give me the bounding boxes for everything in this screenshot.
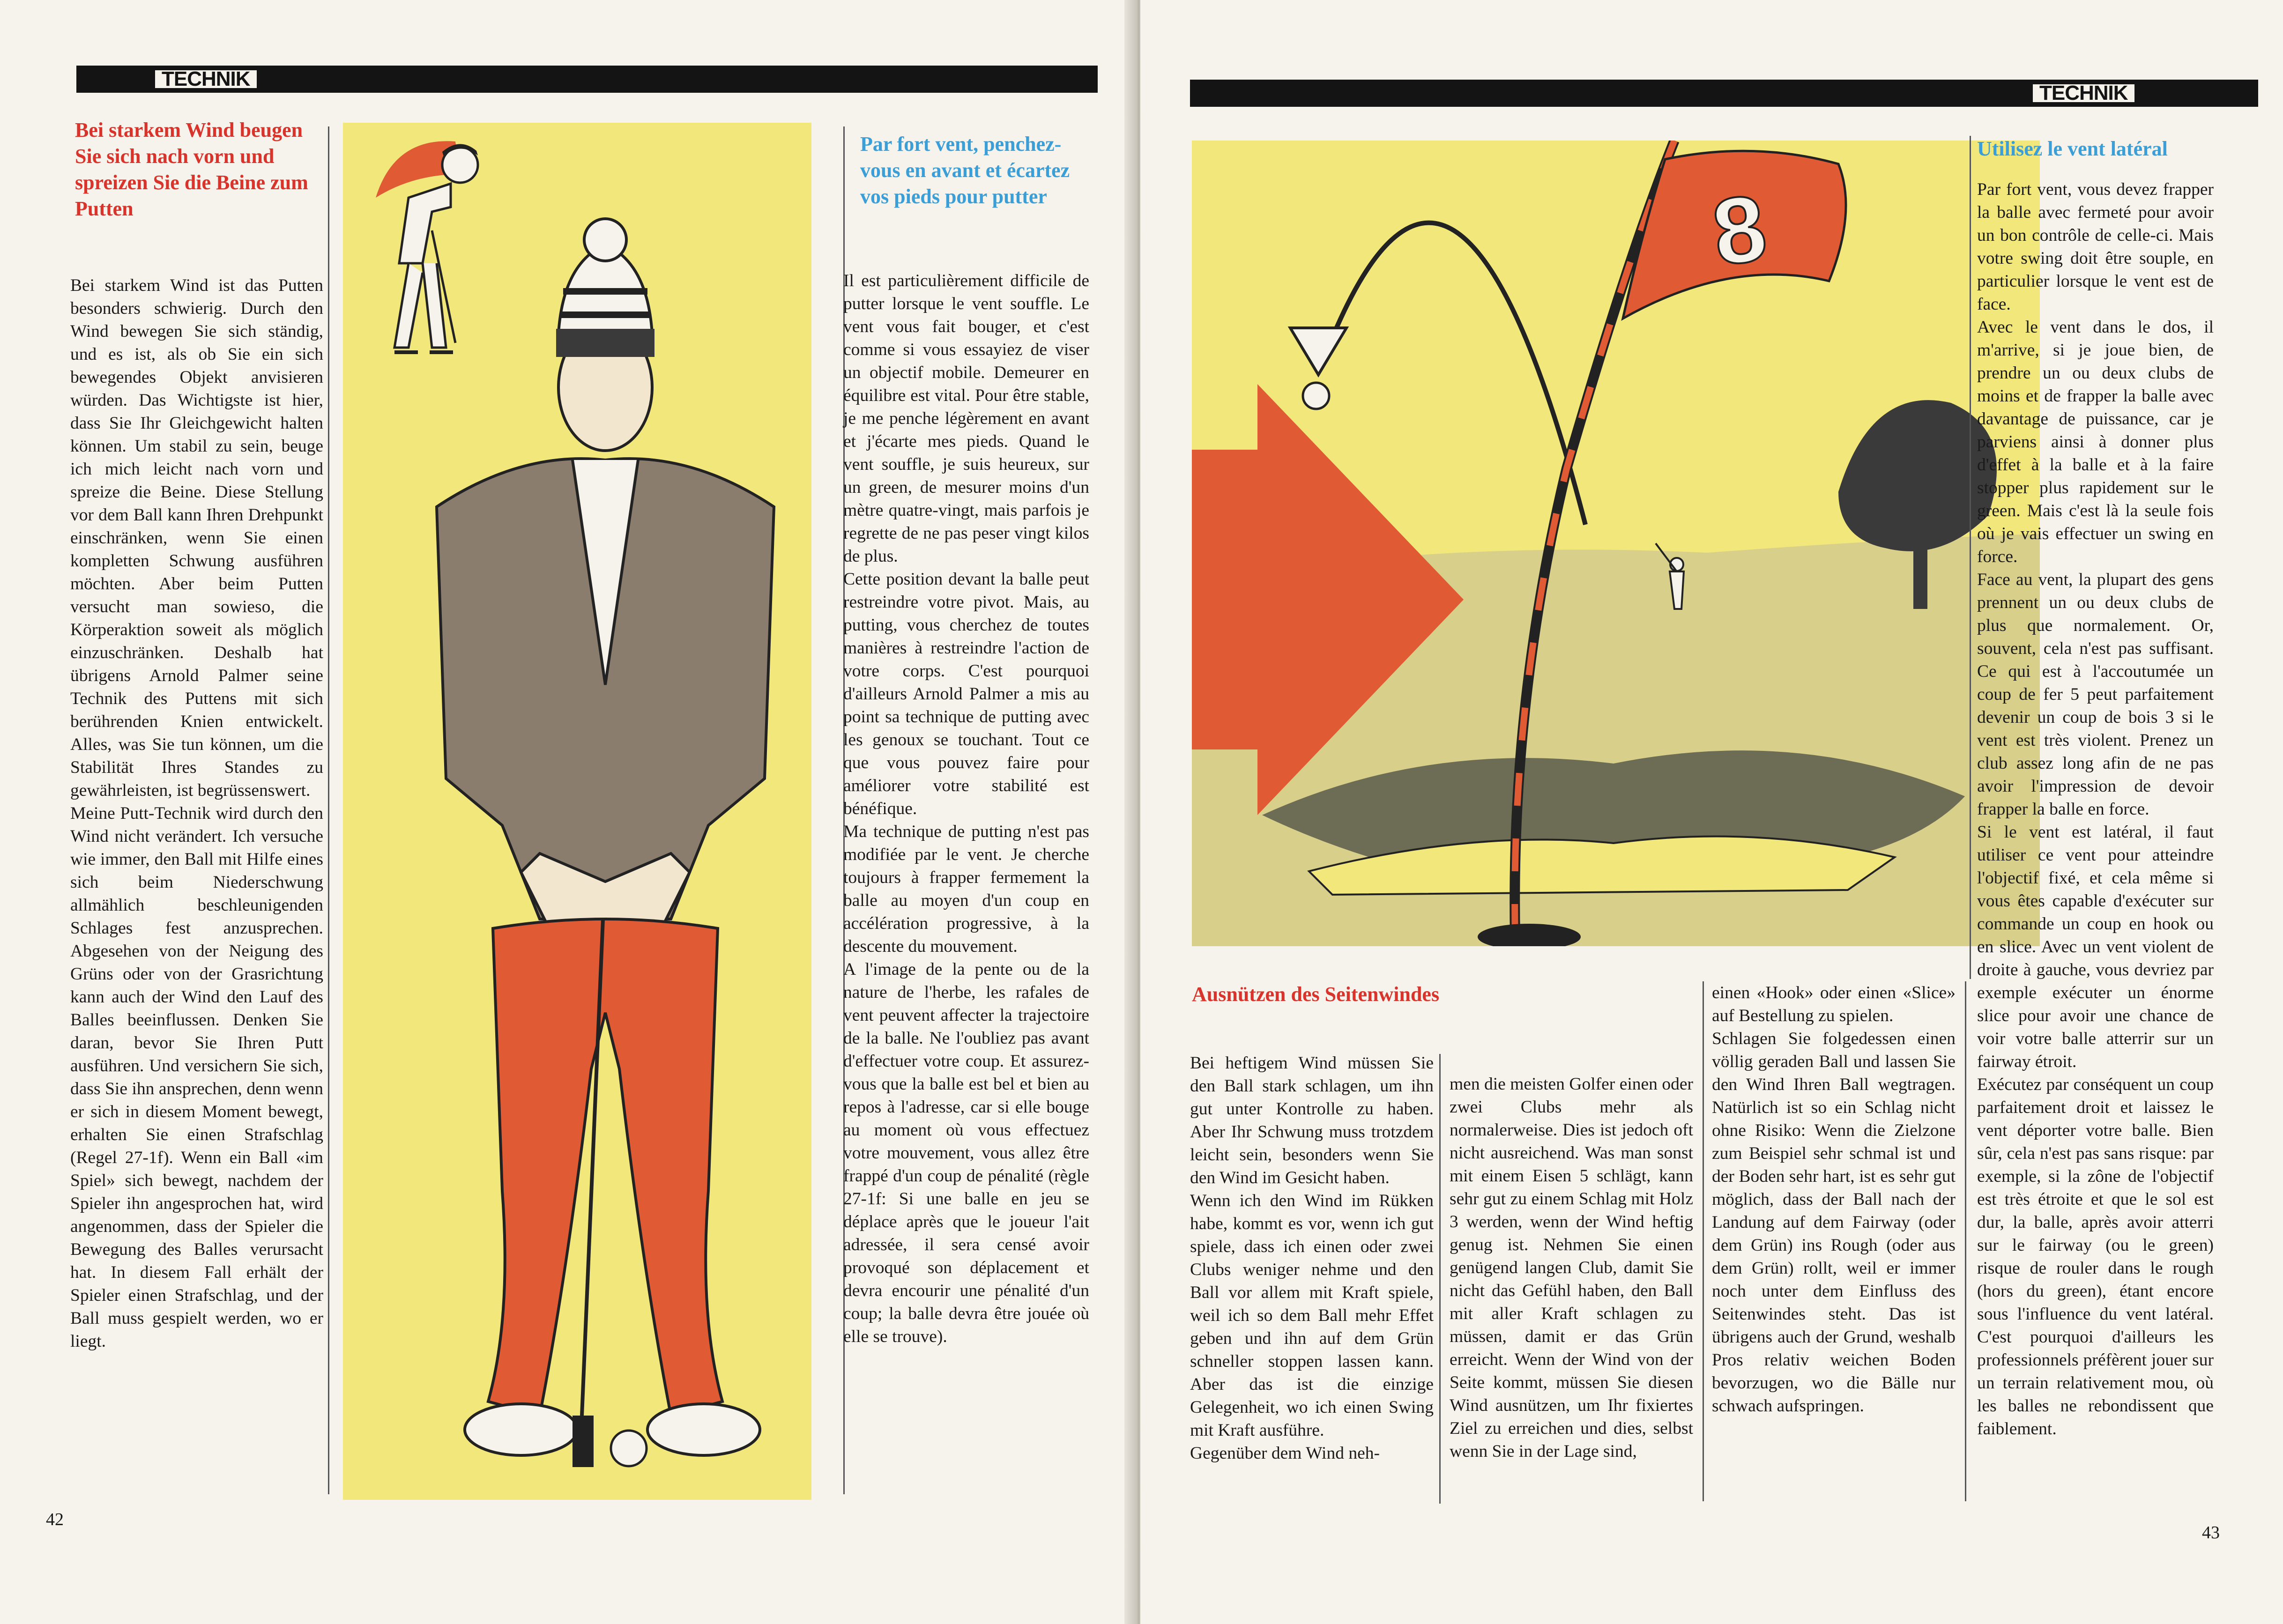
paragraph: Wenn ich den Wind im Rükken habe, kommt es vor, wenn ich gut spiele, dass ich einen oder zwei Clubs weniger nehme und den Ball vor allem mit Kraft spiele, weil ich so dem Ball mehr Effet geben und ihn auf dem Grün schneller stoppen lassen kann. Aber das ist die einzige Gelegenheit, wo ich einen Swing mit Kraft ausführe.: [1190, 1191, 1434, 1440]
right-page: [1140, 0, 2283, 1624]
paragraph: Il est particulièrement difficile de putter lorsque le vent souffle. Le vent vous fait bouger, et c'est comme si vous essayiez de viser un objectif mobile. Demeurer en équilibre est vital. Pour être stable, je me penche légèrement en avant et j'écarte mes pieds. Quand le vent souffle, je suis heureux, sur un green, de mesurer moins d'un mètre quatre-vingt, mais parfois je regrette de ne pas peser vingt kilos de plus.: [843, 271, 1089, 566]
french-headline: Par fort vent, penchez-vous en avant et écartez vos pieds pour putter: [860, 133, 1070, 208]
left-page: [0, 0, 1133, 1624]
paragraph: Gegenüber dem Wind neh-: [1190, 1444, 1380, 1463]
french-headline: Utilisez le vent latéral: [1977, 137, 2168, 160]
german-column-2: [1450, 1073, 1693, 1463]
column-rule: [1965, 981, 1966, 1501]
paragraph: Avec le vent dans le dos, il m'arrive, si je joue bien, de prendre un ou deux clubs de moins et de frapper la balle avec davantage de puissance, car je parviens ainsi à donner plus d'effet à la balle et à la faire stopper plus rapidement sur le green. Mais c'est là la seule fois où je vais effectuer un swing en force.: [1977, 318, 2214, 566]
page-number: 43: [2202, 1523, 2220, 1542]
paragraph: Si le vent est latéral, il faut utiliser ce vent pour atteindre l'objectif fixé, et cela même si vous êtes capable d'exécuter sur commande un coup en hook ou en slice. Avec un vent violent de droite à gauche, vous devriez par exemple exécuter un énorme slice pour avoir une chance de voir votre balle atterrir sur un fairway étroit.: [1977, 823, 2214, 1071]
paragraph: A l'image de la pente ou de la nature de l'herbe, les rafales de vent peuvent affecter la trajectoire de la balle. Ne l'oubliez pas avant d'effectuer votre coup. Et assurez-vous que la balle est bel et bien au repos à l'adresse, car si elle bouge au moment où vous effectuez votre mouvement, vous allez être frappé d'un coup de pénalité (règle 27-1f: Si une balle en jeu se déplace après que le joueur l'ait adressée, il sera censé avoir provoqué son déplacement et devra encourir une pénalité d'un coup; la balle devra être jouée où elle se trouve).: [843, 960, 1089, 1346]
putting-golfer-illustration: [343, 123, 811, 1500]
german-headline: Ausnützen des Seitenwindes: [1192, 983, 1440, 1006]
crosswind-flag-illustration: [1192, 141, 2040, 946]
german-headline: Bei starkem Wind beugen Sie sich nach vorn und spreizen Sie die Beine zum Putten: [75, 119, 308, 220]
french-article: [1977, 178, 2214, 1440]
column-rule: [1970, 136, 1971, 979]
german-column-1: [1190, 1052, 1434, 1465]
paragraph: Face au vent, la plupart des gens prennent un ou deux clubs de plus que normalement. Or, souvent, cela n'est pas suffisant. Ce qui est à l'accoutumée un coup de fer 5 peut parfaitement devenir un coup de bois 3 si le vent est très violent. Prenez un club assez long afin de ne pas avoir l'impression de devoir frapper la balle en force.: [1977, 570, 2214, 819]
paragraph: Par fort vent, vous devez frapper la balle avec fermeté pour avoir un bon contrôle de celle-ci. Mais votre swing doit être souple, en particulier lorsque le vent est de face.: [1977, 180, 2214, 314]
column-rule: [1439, 1054, 1441, 1504]
inset-golfer-figure: [376, 141, 478, 352]
paragraph: Bei starkem Wind ist das Putten besonders schwierig. Durch den Wind bewegen Sie sich ständig, und es ist, als ob Sie ein sich bewegendes Objekt anvisieren würden. Das Wichtigste ist hier, dass Sie Ihr Gleichgewicht halten können. Um stabil zu sein, beuge ich mich leicht nach vorn und spreize die Beine. Diese Stellung vor dem Ball kann Ihren Drehpunkt einschränken, wenn Sie einen kompletten Schwung ausführen möchten. Aber beim Putten versucht man sowieso, die Körperaktion soweit als möglich einzuschränken. Deshalb hat übrigens Arnold Palmer seine Technik des Puttens mit sich berührenden Knien entwickelt. Alles, was Sie tun können, um die Stabilität Ihres Standes zu gewährleisten, ist begrüssenswert.: [70, 276, 323, 800]
paragraph: Bei heftigem Wind müssen Sie den Ball stark schlagen, um ihn gut unter Kontrolle zu haben. Aber Ihr Schwung muss trotzdem leicht sein, besonders wenn Sie den Wind im Gesicht haben.: [1190, 1053, 1434, 1187]
page-number: 42: [46, 1510, 64, 1529]
paragraph: Ma technique de putting n'est pas modifiée par le vent. Je cherche toujours à frapper fermement la balle au moyen d'un coup en accélération progressive, à la descente du mouvement.: [843, 822, 1089, 956]
paragraph: men die meisten Golfer einen oder zwei Clubs mehr als normalerweise. Dies ist jedoch oft nicht ausreichend. Was man sonst mit einem Eisen 5 schlägt, kann sehr gut zu einem Schlag mit Holz 3 werden, wenn der Wind heftig genug ist. Nehmen Sie einen genügend langen Club, damit Sie nicht das Gefühl haben, den Ball mit aller Kraft schlagen zu müssen, damit er das Grün erreicht. Wenn der Wind von der Seite kommt, müssen Sie diesen Wind ausnützen, um Ihr fixiertes Ziel zu erreichen und dies, selbst wenn Sie in der Lage sind,: [1450, 1075, 1693, 1461]
paragraph: Schlagen Sie folgedessen einen völlig geraden Ball und lassen Sie den Wind Ihren Ball wegtragen. Natürlich ist so ein Schlag nicht ohne Risiko: Wenn die Zielzone zum Beispiel sehr schmal ist und der Boden sehr hart, ist es sehr gut möglich, dass der Ball nach der Landung auf dem Fairway (oder dem Grün) ins Rough (oder aus dem Grün) rollt, weil er immer noch unter dem Einfluss des Seitenwindes steht. Das ist übrigens auch der Grund, weshalb Pros relativ weichen Boden bevorzugen, wo die Bälle nur schwach aufspringen.: [1712, 1029, 1956, 1416]
paragraph: Exécutez par conséquent un coup parfaitement droit et laissez le vent déporter votre balle. Bien sûr, cela n'est pas sans risque: par exemple, si la zône de l'objectif est très étroite et que le sol est dur, la balle, après avoir atterri sur le fairway (ou le green) risque de rouler dans le rough (hors du green), étant encore sous l'influence du vent latéral. C'est pourquoi d'ailleurs les professionnels préfèrent jouer sur un terrain relativement mou, où les balles ne rebondissent que faiblement.: [1977, 1075, 2214, 1439]
german-column-3: [1712, 981, 1956, 1417]
flag-number: 8: [1706, 175, 1773, 286]
french-article: [843, 269, 1089, 1348]
column-rule: [1703, 981, 1704, 1501]
paragraph: Meine Putt-Technik wird durch den Wind nicht verändert. Ich versuche wie immer, den Ball mit Hilfe eines sich beim Niederschwung allmählich beschleunigenden Schlages fest anzusprechen. Abgesehen von der Neigung des Grüns oder von der Grasrichtung kann auch der Wind den Lauf des Balles beeinflussen. Denken Sie daran, bevor Sie Ihren Putt ausführen. Und versichern Sie sich, dass Sie ihn ansprechen, denn wenn er sich in diesem Moment bewegt, erhalten Sie einen Strafschlag (Regel 27-1f). Wenn ein Ball «im Spiel» sich bewegt, nachdem der Spieler ihn angesprochen hat, wird angenommen, dass der Spieler die Bewegung des Balles verursacht hat. In diesem Fall erhält der Spieler einen Strafschlag, und der Ball muss gespielt werden, wo er liegt.: [70, 804, 323, 1351]
paragraph: Cette position devant la balle peut restreindre votre pivot. Mais, au putting, vous cherchez de toutes manières à restreindre l'action de votre corps. C'est pourquoi d'ailleurs Arnold Palmer a mis au point sa technique de putting avec les genoux se touchant. Tout ce que vous pouvez faire pour améliorer votre stabilité est bénéfique.: [843, 570, 1089, 818]
column-rule: [328, 126, 329, 1494]
section-tag: TECHNIK: [153, 68, 259, 90]
german-article: [70, 274, 323, 1353]
main-golfer-figure: [437, 219, 774, 1467]
paragraph: einen «Hook» oder einen «Slice» auf Bestellung zu spielen.: [1712, 983, 1956, 1025]
section-tag: TECHNIK: [2030, 82, 2137, 104]
